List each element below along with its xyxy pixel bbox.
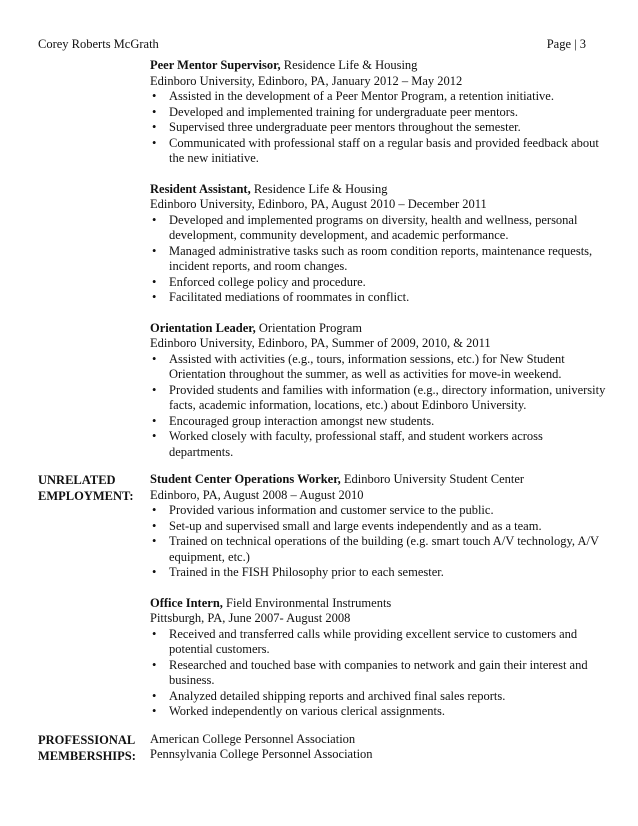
bullet-icon: • (152, 243, 157, 258)
bullet-icon: • (152, 382, 157, 397)
bullet-item: • Provided students and families with information (e.g., directory information, university facts, academic information, locations, etc.) about Edinboro University. (152, 382, 606, 412)
bullet-icon: • (152, 120, 157, 134)
section-spacer (38, 460, 608, 472)
bullet-item: • Assisted in the development of a Peer Mentor Program, a retention initiative. (152, 89, 554, 103)
bullet-icon: • (152, 534, 157, 548)
bullet-item: • Set-up and supervised small and large events independently and as a team. (152, 518, 542, 533)
job-org: Residence Life & Housing (280, 58, 418, 72)
job-location-dates: Edinboro, PA, August 2008 – August 2010 (150, 487, 364, 502)
bullet-icon: • (152, 89, 157, 103)
job-title: Student Center Operations Worker, (150, 472, 341, 486)
job-bullets (150, 89, 608, 167)
bullet-item: • Enforced college policy and procedure. (152, 274, 366, 289)
bullet-icon: • (152, 503, 157, 517)
job-heading (150, 182, 608, 198)
job-location-dates: Edinboro University, Edinboro, PA, Summer of 2009, 2010, & 2011 (150, 336, 491, 350)
job-location-dates: Edinboro University, Edinboro, PA, January 2012 – May 2012 (150, 73, 463, 88)
bullet-icon: • (152, 104, 157, 119)
bullet-item: • Worked independently on various clerical assignments. (152, 704, 446, 718)
job-org: Orientation Program (255, 320, 363, 335)
job-org: Residence Life & Housing (250, 181, 388, 196)
bullet-item: • Facilitated mediations of roommates in conflict. (152, 290, 410, 304)
section-body (150, 58, 608, 460)
bullet-item: • Developed and implemented training for undergraduate peer mentors. (152, 104, 518, 119)
section-spacer (38, 720, 608, 732)
bullet-icon: • (152, 657, 157, 672)
bullet-icon: • (152, 413, 157, 428)
job-location-dates: Pittsburgh, PA, June 2007- August 2008 (150, 611, 351, 625)
resume-content (38, 58, 608, 763)
bullet-icon: • (152, 565, 157, 579)
job-org: Field Environmental Instruments (222, 595, 392, 610)
bullet-item: • Communicated with professional staff on a regular basis and provided feedback about the new initiative. (152, 135, 599, 165)
job-entry-peer-mentor (150, 58, 608, 167)
job-heading (150, 58, 608, 74)
bullet-item: • Managed administrative tasks such as room condition reports, maintenance requests, incident reports, and room changes. (152, 243, 593, 273)
section-body (150, 732, 608, 763)
page-number: Page | 3 (546, 37, 586, 51)
bullet-icon: • (152, 429, 157, 443)
job-bullets (150, 503, 608, 581)
section-professional-memberships (38, 732, 608, 763)
bullet-icon: • (152, 688, 157, 703)
bullet-item: • Encouraged group interaction amongst new students. (152, 413, 435, 428)
job-org: Edinboro University Student Center (340, 472, 525, 486)
bullet-item: • Developed and implemented programs on diversity, health and wellness, personal development, community development, and academic performance. (152, 212, 578, 242)
header-name: Corey Roberts McGrath (38, 37, 159, 51)
job-bullets (150, 352, 608, 461)
section-label: PROFESSIONAL MEMBERSHIPS: (38, 732, 136, 763)
bullet-icon: • (152, 274, 157, 289)
membership-item: American College Personnel Association (150, 731, 356, 746)
section-body (150, 472, 608, 720)
bullet-icon: • (152, 212, 157, 227)
bullet-item: • Trained on technical operations of the building (e.g. smart touch A/V technology, A/V equipment, etc.) (152, 534, 599, 564)
page-header (38, 36, 586, 52)
job-title: Peer Mentor Supervisor, (150, 58, 281, 72)
section-unrelated-employment (38, 472, 608, 720)
bullet-item: • Supervised three undergraduate peer mentors throughout the semester. (152, 120, 521, 134)
bullet-item: • Trained in the FISH Philosophy prior to each semester. (152, 565, 444, 579)
job-bullets (150, 627, 608, 720)
job-entry-resident-assistant (150, 182, 608, 306)
bullet-item: • Researched and touched base with companies to network and gain their interest and business. (152, 657, 588, 687)
job-heading (150, 472, 608, 488)
job-entry-office-intern (150, 596, 608, 720)
bullet-item: • Worked closely with faculty, professional staff, and student workers across departments. (152, 429, 543, 459)
membership-item: Pennsylvania College Personnel Association (150, 747, 373, 761)
bullet-icon: • (152, 704, 157, 718)
job-bullets (150, 213, 608, 306)
bullet-icon: • (152, 518, 157, 533)
job-entry-orientation-leader (150, 321, 608, 461)
bullet-item: • Assisted with activities (e.g., tours, information sessions, etc.) for New Student Orientation throughout the summer, as well as activities for move-in weekend. (152, 351, 565, 381)
job-entry-student-center (150, 472, 608, 581)
job-heading (150, 596, 608, 612)
job-title: Orientation Leader, (150, 320, 256, 335)
bullet-item: • Analyzed detailed shipping reports and archived final sales reports. (152, 688, 506, 703)
job-title: Office Intern, (150, 595, 223, 610)
bullet-icon: • (152, 351, 157, 366)
section-label: UNRELATED EMPLOYMENT: (38, 473, 134, 503)
bullet-icon: • (152, 290, 157, 304)
job-heading (150, 321, 608, 337)
bullet-item: • Provided various information and customer service to the public. (152, 503, 494, 517)
bullet-icon: • (152, 626, 157, 641)
job-location-dates: Edinboro University, Edinboro, PA, August 2010 – December 2011 (150, 197, 487, 211)
job-title: Resident Assistant, (150, 181, 251, 196)
bullet-item: • Received and transferred calls while providing excellent service to customers and potential customers. (152, 626, 578, 656)
bullet-icon: • (152, 135, 157, 150)
section-related-employment (38, 58, 608, 460)
